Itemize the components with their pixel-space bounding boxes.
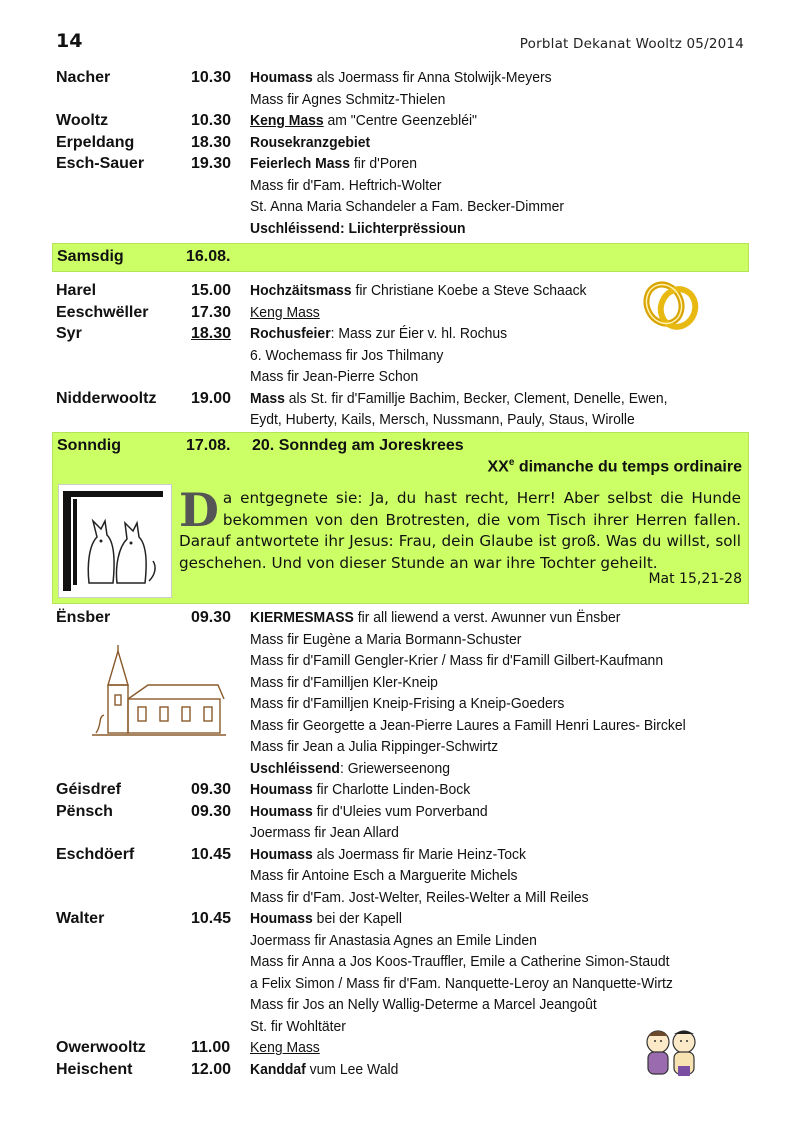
schedule-row: Nacher 10.30 Houmass als Joermass fir Anna Stolwijk-Meyers	[56, 69, 552, 86]
children-illustration	[640, 1026, 702, 1080]
schedule-row: Walter 10.45 Houmass bei der Kapell	[56, 910, 402, 927]
header-title: Porblat Dekanat Wooltz 05/2014	[519, 36, 744, 52]
schedule-row: Uschléissend: Liichterprëssioun	[250, 219, 466, 237]
schedule-row: Joermass fir Jean Allard	[250, 824, 399, 841]
gospel-body: a entgegnete sie: Ja, du hast recht, Herr! Aber selbst die Hunde bekommen von den Brotresten, die vom Tisch ihrer Herren fallen. Darauf antwortete ihr Jesus: Frau, dein Glaube ist groß. Was du willst, soll geschehen. Und von dieser Stunde an war ihre Tochter geheilt.	[179, 489, 741, 572]
schedule-row: Mass fir Antoine Esch a Marguerite Michels	[250, 867, 518, 884]
gospel-reference: Mat 15,21-28	[648, 571, 742, 587]
schedule-row: Erpeldang 18.30 Rousekranzgebiet	[56, 133, 371, 151]
day-date: 17.08.	[186, 437, 231, 454]
day-name: Samsdig	[57, 248, 124, 265]
schedule-row: Eydt, Huberty, Kails, Mersch, Nussmann, Pauly, Staus, Wirolle	[250, 411, 635, 428]
schedule-row: Mass fir Jean a Julia Rippinger-Schwirtz	[250, 738, 499, 755]
church-illustration	[88, 645, 228, 741]
gospel-dropcap: D	[179, 483, 219, 537]
schedule-row: a Felix Simon / Mass fir d'Fam. Nanquette-Leroy an Nanquette-Wirtz	[250, 974, 673, 992]
day-name: Sonndig	[57, 437, 121, 454]
schedule-block-1	[56, 67, 746, 239]
schedule-row: Owerwooltz 11.00 Keng Mass	[56, 1039, 320, 1056]
schedule-row: Pënsch 09.30 Houmass fir d'Uleies vum Porverband	[56, 802, 488, 820]
schedule-row: Esch-Sauer 19.30 Feierlech Mass fir d'Poren	[56, 155, 418, 172]
schedule-row: Mass fir Jos an Nelly Wallig-Determe a Marcel Jeangoût	[250, 996, 597, 1013]
schedule-row: Uschléissend: Griewerseenong	[250, 759, 451, 777]
day-date: 16.08.	[186, 248, 231, 265]
schedule-row: Syr 18.30 Rochusfeier: Mass zur Éier v. hl. Rochus	[56, 325, 508, 342]
day-header-saturday	[52, 243, 749, 272]
schedule-row: Mass fir d'Famill Gengler-Krier / Mass fir d'Famill Gilbert-Kaufmann	[250, 652, 664, 669]
schedule-row: Mass fir d'Fam. Heftrich-Wolter	[250, 176, 442, 194]
schedule-row: Nidderwooltz 19.00 Mass als St. fir d'Famillje Bachim, Becker, Clement, Denelle, Ewen,	[56, 389, 668, 407]
schedule-row: St. fir Wohltäter	[250, 1017, 346, 1035]
schedule-row: Harel 15.00 Hochzäitsmass fir Christiane Koebe a Steve Schaack	[56, 282, 587, 299]
schedule-row: Mass fir Jean-Pierre Schon	[250, 368, 419, 385]
liturgical-title: 20. Sonndeg am Joreskrees	[252, 437, 464, 454]
schedule-row: Mass fir d'Familljen Kler-Kneip	[250, 673, 438, 691]
schedule-row: Mass fir Eugène a Maria Bormann-Schuster	[250, 630, 522, 648]
schedule-row: Heischent 12.00 Kanddaf vum Lee Wald	[56, 1060, 399, 1078]
schedule-row: Ënsber 09.30 KIERMESMASS fir all liewend a verst. Awunner vun Ënsber	[56, 609, 621, 626]
schedule-row: Mass fir Georgette a Jean-Pierre Laures a Famill Henri Laures- Birckel	[250, 716, 686, 734]
schedule-row: Eschdöerf 10.45 Houmass als Joermass fir Marie Heinz-Tock	[56, 845, 526, 863]
schedule-row: Eeschwëller 17.30 Keng Mass	[56, 303, 320, 321]
schedule-row: 6. Wochemass fir Jos Thilmany	[250, 346, 444, 364]
liturgical-subtitle: XXe dimanche du temps ordinaire	[487, 457, 742, 476]
schedule-row: Mass fir Anna a Jos Koos-Trauffler, Emile a Catherine Simon-Staudt	[250, 953, 670, 970]
schedule-row: St. Anna Maria Schandeler a Fam. Becker-Dimmer	[250, 198, 564, 215]
gospel-text	[179, 483, 741, 574]
dogs-illustration	[58, 484, 172, 598]
schedule-row: Joermass fir Anastasia Agnes an Emile Linden	[250, 931, 537, 949]
schedule-row: Mass fir d'Familljen Kneip-Frising a Kneip-Goeders	[250, 695, 565, 712]
schedule-row: Mass fir d'Fam. Jost-Welter, Reiles-Welter a Mill Reiles	[250, 888, 589, 906]
schedule-row: Wooltz 10.30 Keng Mass am "Centre Geenzebléi"	[56, 112, 478, 129]
page-number: 14	[56, 30, 83, 52]
schedule-row: Mass fir Agnes Schmitz-Thielen	[250, 90, 446, 108]
schedule-row: Géisdref 09.30 Houmass fir Charlotte Linden-Bock	[56, 781, 471, 798]
wedding-rings-icon	[640, 276, 702, 334]
